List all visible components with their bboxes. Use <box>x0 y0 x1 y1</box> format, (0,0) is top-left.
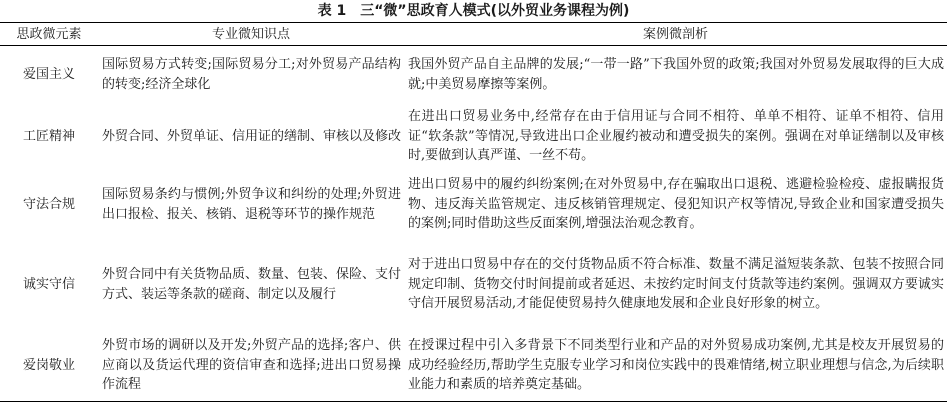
table-row <box>0 46 947 104</box>
cell-knowledge: 国际贸易方式转变;国际贸易分工;对外贸易产品结构的转变;经济全球化 <box>102 57 401 92</box>
cell-knowledge: 外贸合同中有关货物品质、数量、包装、保险、支付方式、装运等条款的磋商、制定以及履行 <box>102 267 402 302</box>
header-case: 案例微剖析 <box>404 23 947 46</box>
cell-knowledge: 外贸合同、外贸单证、信用证的缮制、审核以及修改 <box>102 128 402 144</box>
cell-element: 工匠精神 <box>22 128 75 144</box>
table-row <box>0 104 947 170</box>
ideology-education-table <box>0 22 947 402</box>
cell-case: 在进出口贸易业务中,经常存在由于信用证与合同不相符、单单不相符、证单不相符、信用证“软条款”等情况,导致进出口企业履约被动和遭受损失的案例。强调在对单证缮制以及审核时,要做到认真严谨、一丝不苟。 <box>408 109 944 164</box>
cell-case: 对于进出口贸易中存在的交付货物品质不符合标准、数量不满足溢短装条款、包装不按照合同规定印制、货物交付时间提前或者延迟、未按约定时间支付货款等违约案例。强调双方要诚实守信开展贸易活动,才能促使贸易持久健康地发展和企业良好形象的树立。 <box>408 257 944 312</box>
header-element: 思政微元素 <box>0 23 98 46</box>
header-knowledge: 专业微知识点 <box>98 23 404 46</box>
cell-element: 爱岗敬业 <box>0 330 98 402</box>
cell-element: 诚实守信 <box>22 276 75 292</box>
cell-element: 爱国主义 <box>22 67 75 82</box>
cell-case: 进出口贸易中的履约纠纷案例;在对外贸易中,存在骗取出口退税、逃避检验检疫、虚报瞒报货物、违反海关监管规定、违反核销管理规定、侵犯知识产权等情况,导致企业和国家遭受损失的案例;同时借助这些反面案例,增强法治观念教育。 <box>408 177 944 232</box>
cell-knowledge: 外贸市场的调研以及开发;外贸产品的选择;客户、供应商以及货运代理的资信审查和选择;进出口贸易操作流程 <box>98 330 404 402</box>
table-caption <box>0 0 947 22</box>
cell-knowledge: 国际贸易条约与惯例;外贸争议和纠纷的处理;外贸进出口报检、报关、核销、退税等环节的操作规范 <box>102 187 401 222</box>
table-number: 表 1 <box>317 3 347 19</box>
header-row <box>0 23 947 46</box>
table-row <box>0 170 947 240</box>
table-title: 三“微”思政育人模式(以外贸业务课程为例) <box>360 3 630 19</box>
table-row <box>0 330 947 402</box>
table-row <box>0 240 947 330</box>
cell-case: 我国外贸产品自主品牌的发展;“一带一路”下我国外贸的政策;我国对外贸易发展取得的巨大成就;中美贸易摩擦等案例。 <box>408 57 944 92</box>
cell-element: 守法合规 <box>22 196 75 212</box>
cell-case: 在授课过程中引入多背景下不同类型行业和产品的对外贸易成功案例,尤其是校友开展贸易的成功经验经历,帮助学生克服专业学习和岗位实践中的畏难情绪,树立职业理想与信念,为后续职业能力和素质的培养奠定基础。 <box>404 330 947 402</box>
